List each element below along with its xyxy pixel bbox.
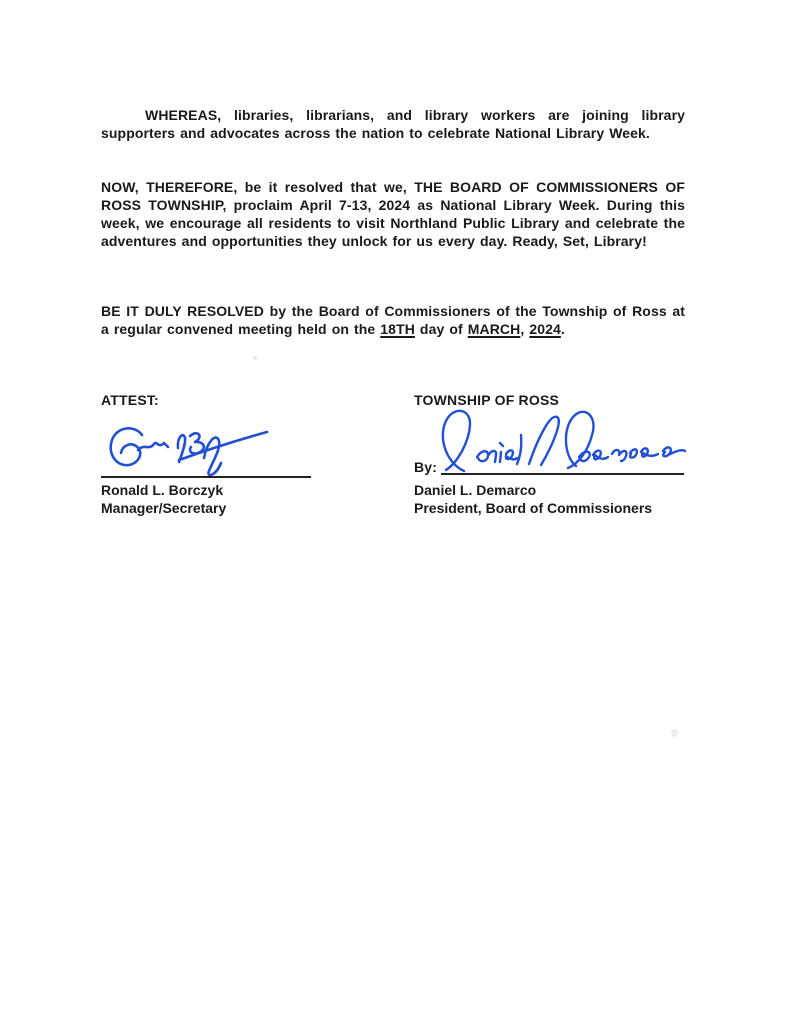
resolution-month: MARCH — [467, 321, 521, 337]
resolution-prefix-text: BE IT DULY RESOLVED by the Board of Commissioners of the Township of Ross at a regular convened meeting held on the — [101, 303, 685, 337]
by-label: By: — [414, 459, 438, 475]
attest-label: ATTEST: — [101, 392, 159, 408]
whereas-paragraph: WHEREAS, libraries, librarians, and library workers are joining library supporters and advocates across the nation to celebrate National Library Week. — [101, 107, 685, 141]
now-therefore-paragraph: NOW, THEREFORE, be it resolved that we, THE BOARD OF COMMISSIONERS OF ROSS TOWNSHIP, proclaim April 7-13, 2024 as National Library Week. During this week, we encourage all residents to visit Northland Public Library and celebrate the adventures and opportunities they unlock for us every day. Ready, Set, Library! — [101, 179, 685, 249]
township-signature-line — [441, 473, 684, 475]
resolution-day-month-connector: day of — [414, 321, 468, 337]
scan-artifact — [253, 356, 257, 360]
attest-signature-line — [101, 476, 311, 478]
ronald-borczyk-signature-image — [106, 419, 274, 479]
township-of-ross-label: TOWNSHIP OF ROSS — [414, 392, 560, 408]
be-it-resolved-paragraph — [101, 302, 685, 338]
daniel-demarco-signature-image — [424, 405, 688, 479]
attest-signatory-title: Manager/Secretary — [101, 500, 227, 516]
scan-artifact — [671, 729, 678, 737]
resolution-period: . — [560, 321, 565, 337]
resolution-day: 18TH — [380, 321, 415, 337]
resolution-comma: , — [520, 321, 530, 337]
township-signatory-block — [414, 481, 652, 517]
township-signatory-name: Daniel L. Demarco — [414, 482, 537, 498]
township-signatory-title: President, Board of Commissioners — [414, 500, 653, 516]
attest-signatory-name: Ronald L. Borczyk — [101, 482, 224, 498]
resolution-year: 2024 — [529, 321, 561, 337]
attest-signatory-block — [101, 481, 226, 517]
